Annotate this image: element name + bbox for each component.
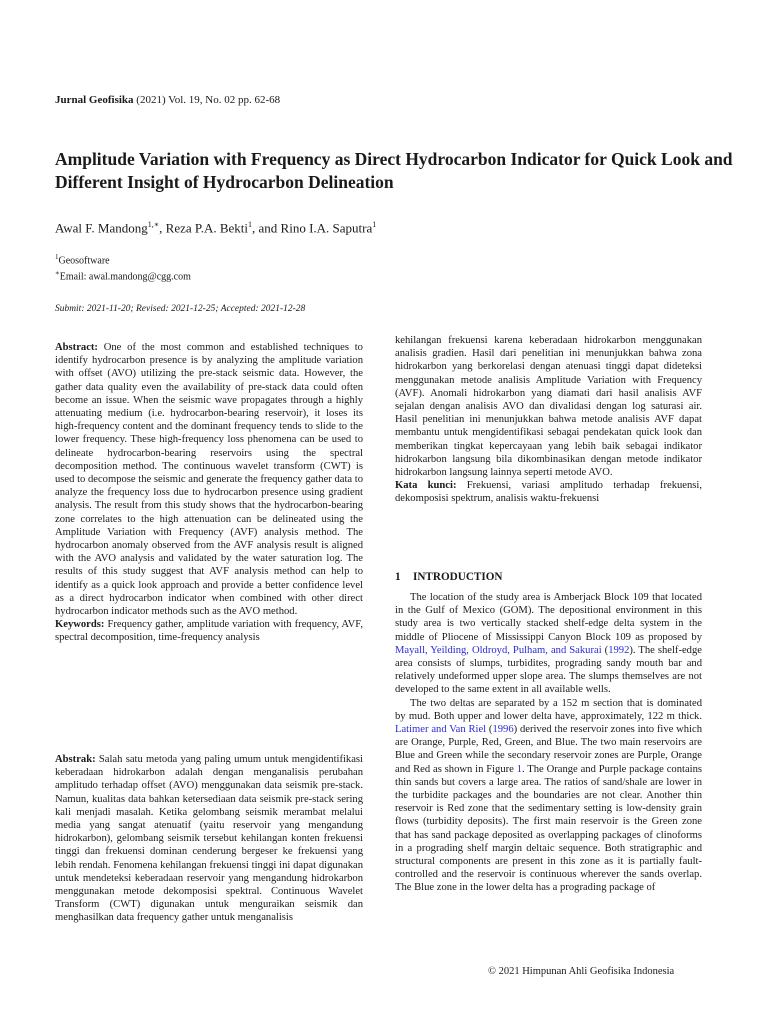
citation-year-link[interactable]: 1996 xyxy=(492,724,514,736)
journal-citation xyxy=(55,94,280,106)
author-affiliation-mark: 1 xyxy=(248,220,252,229)
email-line xyxy=(55,267,191,283)
citation-link[interactable]: Mayall, Yeilding, Oldroyd, Pulham, and Sakurai xyxy=(395,644,602,656)
author-list xyxy=(55,220,376,236)
author-affiliation-mark: 1,∗ xyxy=(147,220,160,229)
submission-dates: Submit: 2021-11-20; Revised: 2021-12-25; Accepted: 2021-12-28 xyxy=(55,304,306,314)
journal-details: (2021) Vol. 19, No. 02 pp. 62-68 xyxy=(136,94,281,106)
abstract-paragraph xyxy=(55,341,363,618)
intro-text: . The Orange and Purple package contains thin sands but covers a large area. The ratios of sand/shale are lower in the turbidite packages and the boundaries are not clear. Another thin reservoir is Red zone that the sedimentary setting is low-density grain flows (turbidity deposits). The first main reservoir is the Green zone that has sand package deposited as overlapping packages of clinoforms in a prograding shelf margin deltaic sequence. Both stratigraphic and structural components are present in this zone as it is partially fault-controlled and the reservoir is continuous wherever the sands overlap. The Blue zone in the lower delta has a prograding package of xyxy=(395,763,703,894)
author-name: Awal F. Mandong xyxy=(55,220,148,236)
intro-text: ) derived the reservoir zones into five which are Orange, Purple, Red, Green, and Blue. The two main reservoirs are Blue and Green while the secondary reservoir zones are Purple, Orange and Red as shown in Figure xyxy=(395,724,702,775)
intro-paragraph-1 xyxy=(395,591,702,697)
abstract-indonesian-part1 xyxy=(55,753,363,925)
affiliations xyxy=(55,251,191,284)
copyright-notice: © 2021 Himpunan Ahli Geofisika Indonesia xyxy=(488,966,675,977)
author-affiliation-mark: 1 xyxy=(372,220,377,229)
figure-reference-link[interactable]: 1 xyxy=(516,763,522,775)
abstrak-continuation: kehilangan frekuensi karena keberadaan hidrokarbon menggunakan analisis gradien. Hasil dari penelitian ini menunjukkan bahwa zona hidrokarbon yang berkorelasi dengan atenuasi tinggi dapat dideteksi menggunakan metode analisis Amplitude Variation with Frequency (AVF). Anomali hidrokarbon yang diamati dari hasil analisis AVF sejalan dengan analisis AVO dan divalidasi dengan log saturasi air. Hasil penelitian ini menunjukkan bahwa metode analisis AVF dapat membantu untuk mengidentifikasi sebagai pendekatan quick look dan memberikan tingkat kepercayaan yang lebih baik sebagai indikator hidrokarbon langsung bila dikombinasikan dengan metode indikator hidrokarbon langsung lainnya seperti metode AVO. xyxy=(395,335,702,479)
intro-text: The location of the study area is Amberjack Block 109 that located in the Gulf of Mexico (GOM). The depositional environment in this study area is two vertically stacked shelf-edge delta system in the middle of Pliocene of Mississippi Canyon Block 109 as proposed by xyxy=(395,592,702,643)
intro-text: The two deltas are separated by a 152 m section that is dominated by mud. Both upper and lower delta have, approximately, 122 m thick. xyxy=(395,697,702,722)
abstrak-paragraph xyxy=(55,753,363,925)
keywords-text: Frequency gather, amplitude variation with frequency, AVF, spectral decomposition, time-frequency analysis xyxy=(55,619,363,644)
author-name: Rino I.A. Saputra xyxy=(280,220,373,236)
abstrak-label: Abstrak: xyxy=(55,754,96,765)
section-number: 1 xyxy=(395,571,401,583)
abstract-label: Abstract: xyxy=(55,342,98,353)
affiliation-line xyxy=(55,251,191,267)
abstrak-text: Salah satu metoda yang paling umum untuk mengidentifikasi keberadaan hidrokarbon adalah dengan menganalisis perubahan amplitudo terhadap offset (AVO) menggunakan data seismik pre-stack. Namun, kualitas data bahkan ketersediaan data seismik pre-stack sering kali menjadi masalah. Ketika gelombang seismik merambat melalui media yang sangat atenuatif (yaitu reservoir yang mengandung hidrokarbon), gelombang seismik tersebut kehilangan konten frekuensi tinggi dan frekuensi dominan cenderung bergeser ke frekuensi yang lebih rendah. Fenomena kehilangan frekuensi tinggi ini dapat digunakan untuk mendeteksi keberadaan reservoir yang mengandung hidrokarbon menggunakan metode dekomposisi spektral. Continuous Wavelet Transform (CWT) digunakan untuk menguraikan seismik dan menghasilkan data frequency gather untuk menganalisis xyxy=(55,754,363,924)
kata-kunci-paragraph xyxy=(395,479,702,505)
email-text: Email: awal.mandong@cgg.com xyxy=(59,271,191,283)
kata-kunci-label: Kata kunci: xyxy=(395,480,457,492)
author-separator: , xyxy=(159,220,166,236)
author-name: Reza P.A. Bekti xyxy=(165,220,248,236)
keywords-label: Keywords: xyxy=(55,619,105,631)
abstract-english xyxy=(55,341,363,645)
keywords-paragraph xyxy=(55,618,363,644)
citation-link[interactable]: Latimer and Van Riel xyxy=(395,724,487,736)
paper-title: Amplitude Variation with Frequency as Direct Hydrocarbon Indicator for Quick Look and Different Insight of Hydrocarbon Delineation xyxy=(55,149,733,192)
abstract-text: One of the most common and established techniques to identify hydrocarbon presence is by analyzing the amplitude variation with offset (AVO) utilizing the pre-stack seismic data. However, the gather data quality even the availability of pre-stack data could often become an issue. When the seismic wave propagates through a highly attenuating medium (i.e. hydrocarbon-bearing reservoir), it loses its high-frequency content and the dominant frequency tends to slide to the lower frequency. These high-frequency loss phenomena can be used to delineate hydrocarbon-bearing reservoirs using the spectral decomposition method. The continuous wavelet transform (CWT) is used to decompose the seismic and generate the frequency gather data to analyze the frequency loss due to hydrocarbon presence using gradient analysis. The result from this study shows that the hydrocarbon-bearing zone correlates to the high attenuation can be delineated using the Amplitude Variation with Frequency (AVF) analysis method. The hydrocarbon anomaly observed from the AVF analysis result is aligned with the AVO analysis and validated by the water saturation log. The results of this study suggest that AVF analysis method can help to identify as a quick look approach and provide a better confidence level as a direct hydrocarbon indicator when combined with other direct hydrocarbon indicator methods such as the AVO method. xyxy=(55,342,363,618)
email-mark: ∗ xyxy=(55,269,60,278)
intro-text: ( xyxy=(486,724,493,736)
section-title: INTRODUCTION xyxy=(413,571,503,583)
intro-paragraph-2 xyxy=(395,697,702,895)
abstract-indonesian-part2 xyxy=(395,334,702,506)
citation-year-link[interactable]: 1992 xyxy=(608,644,630,656)
section-heading-introduction xyxy=(395,571,503,583)
journal-name: Jurnal Geofisika xyxy=(55,94,134,106)
affiliation-text: Geosoftware xyxy=(58,255,110,267)
intro-text: ( xyxy=(601,644,609,656)
affiliation-mark: 1 xyxy=(55,253,59,261)
author-separator: , and xyxy=(252,220,281,236)
kata-kunci-text: Frekuensi, variasi amplitudo terhadap frekuensi, dekomposisi spektrum, analisis waktu-frekuensi xyxy=(395,480,702,505)
introduction-body xyxy=(395,591,702,895)
intro-text: ). The shelf-edge area consists of slumps, turbidites, prograding sandy mouth bar and relatively undeformed upper slope area. The slumps themselves are not developed to the same extent in all available wells. xyxy=(395,644,702,696)
